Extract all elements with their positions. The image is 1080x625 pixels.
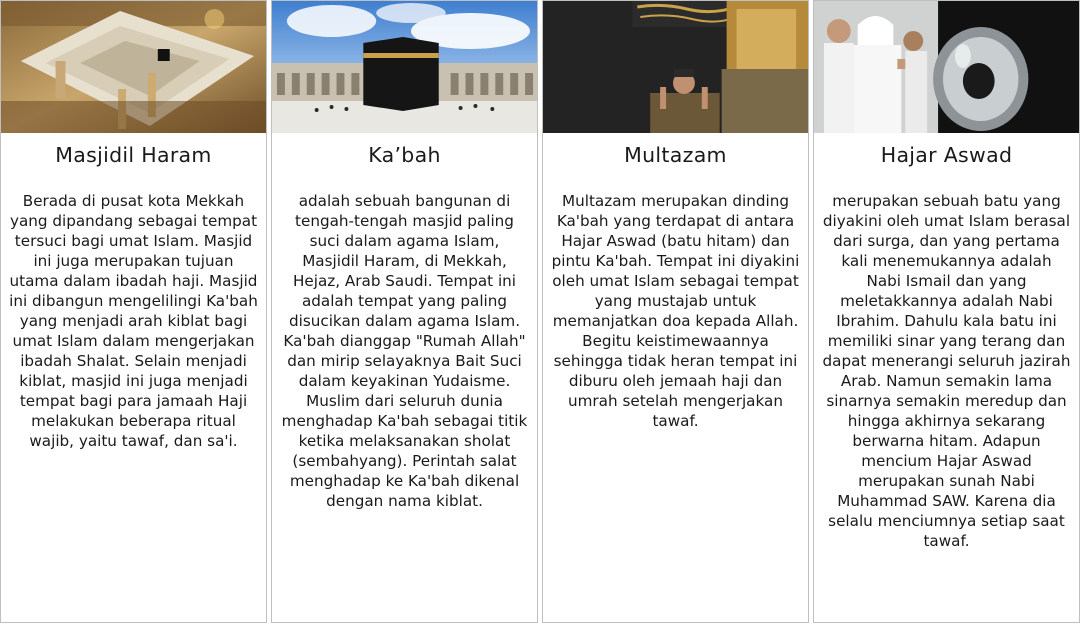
card-hajar-aswad <box>813 0 1080 623</box>
card-title: Ka’bah <box>368 143 441 167</box>
card-kabah <box>271 0 538 623</box>
card-title: Masjidil Haram <box>55 143 212 167</box>
card-description: merupakan sebuah batu yang diyakini oleh umat Islam berasal dari surga, dan yang pertama kali menemukannya adalah Nabi Ismail dan yang meletakkannya adalah Nabi Ibrahim. Dahulu kala batu ini memiliki sinar yang terang dan dapat menerangi seluruh jazirah Arab. Namun semakin lama sinarnya semakin meredup dan hingga akhirnya sekarang berwarna hitam. Adapun mencium Hajar Aswad merupakan sunah Nabi Muhammad SAW. Karena dia selalu menciumnya setiap saat tawaf. <box>822 192 1071 550</box>
kabah-image <box>272 1 537 133</box>
masjidil-haram-image <box>1 1 266 133</box>
card-description: Berada di pusat kota Mekkah yang dipandang sebagai tempat tersuci bagi umat Islam. Masjid ini juga merupakan tujuan utama dalam ibadah haji. Masjid ini dibangun mengelilingi Ka'bah yang menjadi arah kiblat bagi umat Islam dalam mengerjakan ibadah Shalat. Selain menjadi kiblat, masjid ini juga menjadi tempat bagi para jamaah Haji melakukan beberapa ritual wajib, yaitu tawaf, dan sa'i. <box>9 192 258 450</box>
card-multazam <box>542 0 809 623</box>
card-description: adalah sebuah bangunan di tengah-tengah masjid paling suci dalam agama Islam, Masjidil Haram, di Mekkah, Hejaz, Arab Saudi. Tempat ini adalah tempat yang paling disucikan dalam agama Islam. Ka'bah dianggap "Rumah Allah" dan mirip selayaknya Bait Suci dalam keyakinan Yudaisme. Muslim dari seluruh dunia menghadap Ka'bah sebagai titik ketika melaksanakan sholat (sembahyang). Perintah salat menghadap ke Ka'bah dikenal dengan nama kiblat. <box>281 192 528 510</box>
card-title: Multazam <box>624 143 727 167</box>
card-title: Hajar Aswad <box>880 143 1013 167</box>
card-masjidil-haram <box>0 0 267 623</box>
multazam-image <box>543 1 808 133</box>
hajar-aswad-image <box>814 1 1079 133</box>
card-description: Multazam merupakan dinding Ka'bah yang terdapat di antara Hajar Aswad (batu hitam) dan pintu Ka'bah. Tempat ini diyakini oleh umat Islam sebagai tempat yang mustajab untuk memanjatkan doa kepada Allah. Begitu keistimewaannya sehingga tidak heran tempat ini diburu oleh jemaah haji dan umrah setelah mengerjakan tawaf. <box>551 192 800 430</box>
